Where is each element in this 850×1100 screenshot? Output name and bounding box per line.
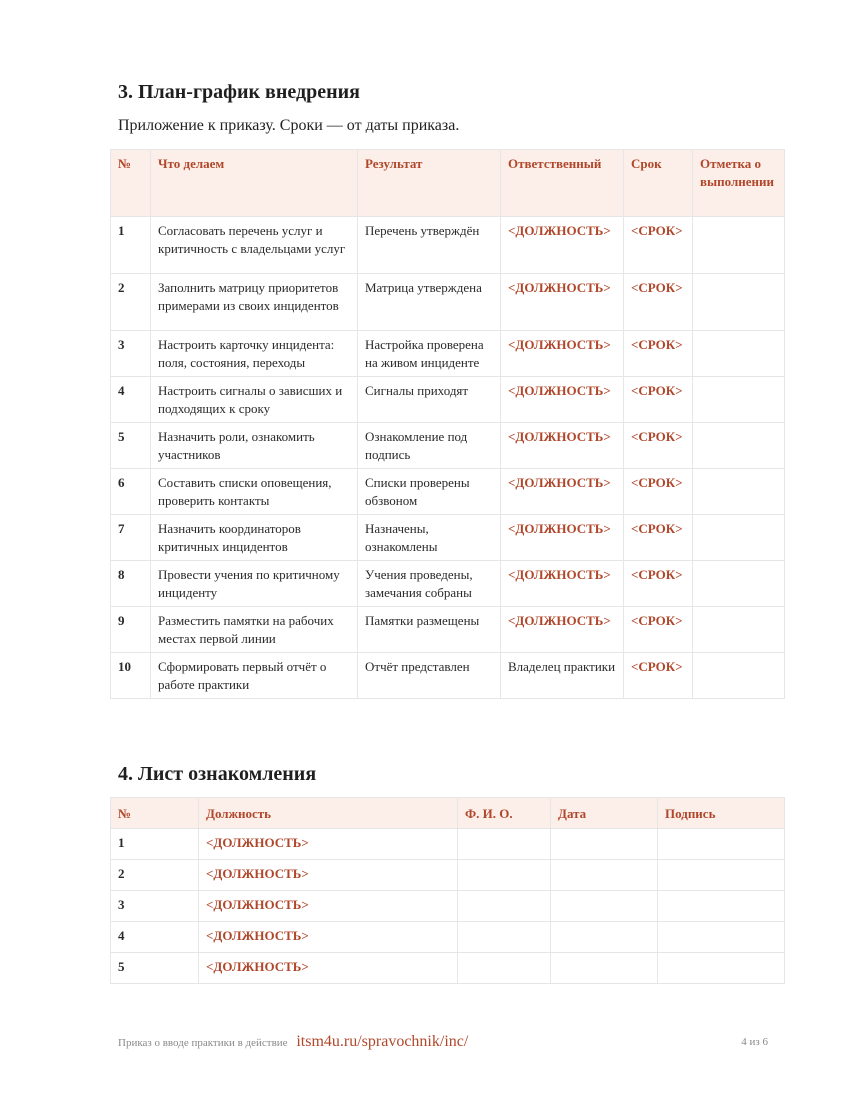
full-name-cell[interactable] bbox=[458, 922, 551, 953]
task-cell: Назначить координаторов критичных инцидентов bbox=[151, 515, 358, 561]
completion-mark-cell[interactable] bbox=[693, 217, 785, 274]
column-header-number: № bbox=[111, 798, 199, 829]
full-name-cell[interactable] bbox=[458, 891, 551, 922]
row-number: 7 bbox=[111, 515, 151, 561]
column-header-number: № bbox=[111, 150, 151, 217]
result-cell: Памятки размещены bbox=[358, 607, 501, 653]
task-cell: Сформировать первый отчёт о работе практики bbox=[151, 653, 358, 699]
task-cell: Настроить карточку инцидента: поля, состояния, переходы bbox=[151, 331, 358, 377]
footer-link[interactable]: itsm4u.ru/spravochnik/inc/ bbox=[296, 1033, 469, 1050]
table-row bbox=[111, 953, 785, 984]
completion-mark-cell[interactable] bbox=[693, 377, 785, 423]
task-cell: Настроить сигналы о зависших и подходящих к сроку bbox=[151, 377, 358, 423]
result-cell: Учения проведены, замечания собраны bbox=[358, 561, 501, 607]
row-number: 6 bbox=[111, 469, 151, 515]
row-number: 5 bbox=[111, 423, 151, 469]
column-header-full-name: Ф. И. О. bbox=[458, 798, 551, 829]
row-number: 4 bbox=[111, 922, 199, 953]
row-number: 5 bbox=[111, 953, 199, 984]
owner-cell: <ДОЛЖНОСТЬ> bbox=[501, 423, 624, 469]
signature-cell[interactable] bbox=[658, 829, 785, 860]
owner-cell: <ДОЛЖНОСТЬ> bbox=[501, 331, 624, 377]
full-name-cell[interactable] bbox=[458, 829, 551, 860]
date-cell[interactable] bbox=[551, 922, 658, 953]
owner-cell: <ДОЛЖНОСТЬ> bbox=[501, 561, 624, 607]
section-4-title: 4. Лист ознакомления bbox=[118, 763, 317, 785]
owner-cell: <ДОЛЖНОСТЬ> bbox=[501, 377, 624, 423]
signature-cell[interactable] bbox=[658, 891, 785, 922]
table-row bbox=[111, 274, 785, 331]
result-cell: Назначены, ознакомлены bbox=[358, 515, 501, 561]
table-row bbox=[111, 891, 785, 922]
footer-document-title: Приказ о вводе практики в действие bbox=[118, 1037, 288, 1049]
table-row bbox=[111, 515, 785, 561]
date-cell[interactable] bbox=[551, 953, 658, 984]
page-number: 4 из 6 bbox=[741, 1036, 768, 1048]
table-row bbox=[111, 469, 785, 515]
result-cell: Списки проверены обзвоном bbox=[358, 469, 501, 515]
row-number: 9 bbox=[111, 607, 151, 653]
table-row bbox=[111, 423, 785, 469]
task-cell: Согласовать перечень услуг и критичность с владельцами услуг bbox=[151, 217, 358, 274]
task-cell: Заполнить матрицу приоритетов примерами из своих инцидентов bbox=[151, 274, 358, 331]
column-header-completion-mark: Отметка о выполнении bbox=[693, 150, 785, 217]
column-header-signature: Подпись bbox=[658, 798, 785, 829]
row-number: 4 bbox=[111, 377, 151, 423]
owner-cell: <ДОЛЖНОСТЬ> bbox=[501, 217, 624, 274]
task-cell: Назначить роли, ознакомить участников bbox=[151, 423, 358, 469]
result-cell: Матрица утверждена bbox=[358, 274, 501, 331]
date-cell[interactable] bbox=[551, 860, 658, 891]
completion-mark-cell[interactable] bbox=[693, 469, 785, 515]
full-name-cell[interactable] bbox=[458, 953, 551, 984]
page-footer bbox=[118, 1034, 768, 1051]
completion-mark-cell[interactable] bbox=[693, 561, 785, 607]
position-cell: <ДОЛЖНОСТЬ> bbox=[199, 922, 458, 953]
section-3-intro: Приложение к приказу. Сроки — от даты приказа. bbox=[118, 117, 460, 134]
owner-cell: <ДОЛЖНОСТЬ> bbox=[501, 469, 624, 515]
table-row bbox=[111, 607, 785, 653]
deadline-cell: <СРОК> bbox=[624, 423, 693, 469]
owner-cell: Владелец практики bbox=[501, 653, 624, 699]
table-row bbox=[111, 653, 785, 699]
deadline-cell: <СРОК> bbox=[624, 331, 693, 377]
row-number: 1 bbox=[111, 829, 199, 860]
row-number: 1 bbox=[111, 217, 151, 274]
task-cell: Составить списки оповещения, проверить контакты bbox=[151, 469, 358, 515]
table-row bbox=[111, 217, 785, 274]
table-row bbox=[111, 561, 785, 607]
deadline-cell: <СРОК> bbox=[624, 469, 693, 515]
deadline-cell: <СРОК> bbox=[624, 274, 693, 331]
column-header-deadline: Срок bbox=[624, 150, 693, 217]
column-header-date: Дата bbox=[551, 798, 658, 829]
result-cell: Ознакомление под подпись bbox=[358, 423, 501, 469]
table-header-row bbox=[111, 798, 785, 829]
completion-mark-cell[interactable] bbox=[693, 653, 785, 699]
section-3-title: 3. План-график внедрения bbox=[118, 81, 360, 103]
position-cell: <ДОЛЖНОСТЬ> bbox=[199, 860, 458, 891]
completion-mark-cell[interactable] bbox=[693, 331, 785, 377]
row-number: 2 bbox=[111, 860, 199, 891]
column-header-owner: Ответственный bbox=[501, 150, 624, 217]
result-cell: Сигналы приходят bbox=[358, 377, 501, 423]
result-cell: Отчёт представлен bbox=[358, 653, 501, 699]
owner-cell: <ДОЛЖНОСТЬ> bbox=[501, 515, 624, 561]
deadline-cell: <СРОК> bbox=[624, 561, 693, 607]
signature-cell[interactable] bbox=[658, 953, 785, 984]
signature-cell[interactable] bbox=[658, 860, 785, 891]
deadline-cell: <СРОК> bbox=[624, 653, 693, 699]
column-header-position: Должность bbox=[199, 798, 458, 829]
row-number: 8 bbox=[111, 561, 151, 607]
completion-mark-cell[interactable] bbox=[693, 515, 785, 561]
row-number: 2 bbox=[111, 274, 151, 331]
column-header-result: Результат bbox=[358, 150, 501, 217]
position-cell: <ДОЛЖНОСТЬ> bbox=[199, 953, 458, 984]
row-number: 10 bbox=[111, 653, 151, 699]
table-row bbox=[111, 922, 785, 953]
task-cell: Провести учения по критичному инциденту bbox=[151, 561, 358, 607]
result-cell: Настройка проверена на живом инциденте bbox=[358, 331, 501, 377]
table-row bbox=[111, 829, 785, 860]
implementation-plan-table bbox=[110, 149, 785, 699]
completion-mark-cell[interactable] bbox=[693, 607, 785, 653]
row-number: 3 bbox=[111, 891, 199, 922]
table-header-row bbox=[111, 150, 785, 217]
date-cell[interactable] bbox=[551, 891, 658, 922]
acknowledgement-table bbox=[110, 797, 785, 984]
deadline-cell: <СРОК> bbox=[624, 217, 693, 274]
table-row bbox=[111, 331, 785, 377]
owner-cell: <ДОЛЖНОСТЬ> bbox=[501, 607, 624, 653]
signature-cell[interactable] bbox=[658, 922, 785, 953]
task-cell: Разместить памятки на рабочих местах первой линии bbox=[151, 607, 358, 653]
position-cell: <ДОЛЖНОСТЬ> bbox=[199, 891, 458, 922]
deadline-cell: <СРОК> bbox=[624, 377, 693, 423]
full-name-cell[interactable] bbox=[458, 860, 551, 891]
column-header-task: Что делаем bbox=[151, 150, 358, 217]
completion-mark-cell[interactable] bbox=[693, 274, 785, 331]
result-cell: Перечень утверждён bbox=[358, 217, 501, 274]
owner-cell: <ДОЛЖНОСТЬ> bbox=[501, 274, 624, 331]
deadline-cell: <СРОК> bbox=[624, 515, 693, 561]
row-number: 3 bbox=[111, 331, 151, 377]
completion-mark-cell[interactable] bbox=[693, 423, 785, 469]
table-row bbox=[111, 860, 785, 891]
position-cell: <ДОЛЖНОСТЬ> bbox=[199, 829, 458, 860]
date-cell[interactable] bbox=[551, 829, 658, 860]
deadline-cell: <СРОК> bbox=[624, 607, 693, 653]
table-row bbox=[111, 377, 785, 423]
